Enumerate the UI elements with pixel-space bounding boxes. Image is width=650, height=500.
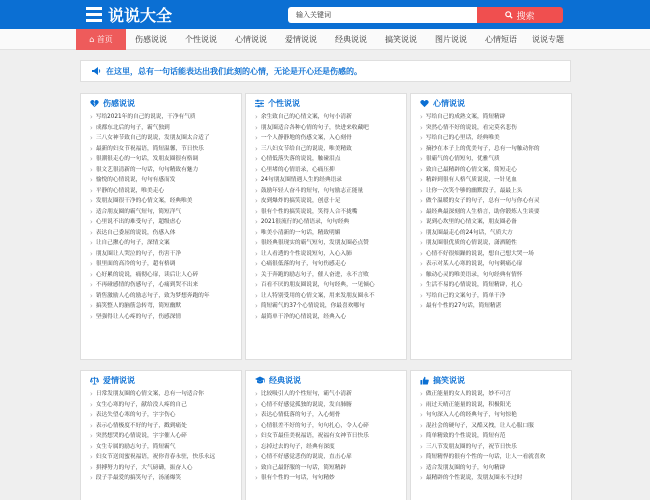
list-item[interactable]: › 一个人静静地的伤感文案，入心刻骨 <box>255 133 402 144</box>
list-item[interactable]: › 说到心坎里的心情文案，朋友圈必备 <box>420 217 567 228</box>
list-item[interactable]: › 朋友圈适合各种心情的句子，快进来收藏吧 <box>255 123 402 134</box>
list-item[interactable]: › 表达自己委屈的说说，伤感入体 <box>90 228 237 239</box>
list-item[interactable]: › 2021很流行的心情语录，句句经典 <box>255 217 402 228</box>
section-title[interactable] <box>246 371 406 389</box>
list-item[interactable]: › 最简单干净的心情说说，经典入心 <box>255 312 402 323</box>
home-icon: ⌂ <box>89 35 95 44</box>
section-classic <box>245 370 407 500</box>
list-item[interactable]: › 很有个性的一句话，句句精妙 <box>255 473 402 484</box>
list-item[interactable]: › 致自己最精辟的心情文案，简短走心 <box>420 165 567 176</box>
banner-text: 在这里，总有一句话能表达出我们此刻的心情，无论是开心还是伤感的。 <box>106 66 362 76</box>
list-item[interactable]: › 最新的妇女节祝福语，简短温馨，节日快乐 <box>90 144 237 155</box>
list-item[interactable]: › 心情低落失落的说说，触碰泪点 <box>255 154 402 165</box>
list-item[interactable]: › 不再碰感情的伤感句子，心痛到哭不出来 <box>90 280 237 291</box>
nav-phrase[interactable]: 心情短语 <box>485 35 517 44</box>
site-header <box>0 0 650 29</box>
list-item[interactable]: › 摘抄在本子上的优美句子，总有一句触动你的 <box>420 144 567 155</box>
list-item[interactable]: › 简单精致的个性说说，简短有范 <box>420 431 567 442</box>
list-item[interactable]: › 表达失望心寒的句子，字字伤心 <box>90 410 237 421</box>
graduation-cap-icon <box>255 376 265 385</box>
list-item[interactable]: › 最经典最深刻的人生格言，助你锻炼人生谈要 <box>420 207 567 218</box>
search-bar <box>288 7 563 23</box>
section-title[interactable] <box>411 94 571 112</box>
list-item[interactable]: › 销售激励人心的励志句子，致为梦想奔跑的年 <box>90 291 237 302</box>
megaphone-icon <box>91 66 101 76</box>
scales-icon <box>90 376 99 385</box>
list-item[interactable]: › 关于奔跑的励志句子，催人奋进，永不言败 <box>255 270 402 281</box>
sliders-icon <box>255 99 264 108</box>
list-item[interactable]: › 生活不易的心情说说，简短精辟，扎心 <box>420 280 567 291</box>
list-item[interactable]: › 最精辟的个性说说，发朋友圈永不过时 <box>420 473 567 484</box>
article-list <box>411 389 571 484</box>
list-item[interactable]: › 写给2021年的自己的说说，干净有气质 <box>90 112 237 123</box>
nav-classic[interactable]: 经典说说 <box>335 35 367 44</box>
section-title[interactable] <box>246 94 406 112</box>
section-title-label: 爱情说说 <box>103 375 135 385</box>
list-item[interactable]: › 表示对某人心寒的说说，句句刺痛心扉 <box>420 259 567 270</box>
list-item[interactable]: › 心痛很低落的句子，句句伤感走心 <box>255 259 402 270</box>
article-list <box>246 112 406 322</box>
list-item[interactable]: › 成都东北后的句子，霸气独到 <box>90 123 237 134</box>
nav-home-label: 首页 <box>96 35 113 44</box>
list-item[interactable]: › 让人看透的个性说说短句，入心入肺 <box>255 249 402 260</box>
search-icon <box>505 11 513 19</box>
section-title-label: 心情说说 <box>433 98 465 108</box>
list-item[interactable]: › 日常发朋友圈的心情文案，总有一句适合你 <box>90 389 237 400</box>
list-item[interactable]: › 唯美小清新的一句话，精致明媚 <box>255 228 402 239</box>
list-item[interactable]: › 触动心灵的唯美语录，句句经典有情怀 <box>420 270 567 281</box>
list-item[interactable]: › 心里说不出的难受句子，超级虐心 <box>90 217 237 228</box>
nav-funny[interactable]: 搞笑说说 <box>385 35 417 44</box>
list-item[interactable]: › 心情不好感觉悲伤的说说，直击心扉 <box>255 452 402 463</box>
list-item[interactable]: › 心里堵的心情语录，心痛压抑 <box>255 165 402 176</box>
nav-personality[interactable]: 个性说说 <box>185 35 217 44</box>
list-item[interactable]: › 心情不好感觉孤独的说说，发自肺腑 <box>255 400 402 411</box>
search-button[interactable] <box>477 7 563 23</box>
list-item[interactable]: › 段子手最爱的搞笑句子，汤涌爆笑 <box>90 473 237 484</box>
list-item[interactable]: › 很潮很走心的一句话，发朋友圈很有格调 <box>90 154 237 165</box>
nav-topics[interactable]: 说说专题 <box>532 35 564 44</box>
list-item[interactable]: › 最有个性的27句话，简短精湛 <box>420 301 567 312</box>
list-item[interactable]: › 朋友圈最走心的24句话，气质大方 <box>420 228 567 239</box>
list-item[interactable]: › 心情不好很烦躁的说说，想自己想大哭一场 <box>420 249 567 260</box>
list-item[interactable]: › 坚强得让人心疼的句子，伤感深情 <box>90 312 237 323</box>
list-item[interactable]: › 很霸气的心情短句，优雅气质 <box>420 154 567 165</box>
list-item[interactable]: › 表达心情低落的句子，入心刻骨 <box>255 410 402 421</box>
heart-icon <box>420 99 429 108</box>
list-item[interactable]: › 愉悦的心情说说，句句有感而发 <box>90 175 237 186</box>
section-title[interactable] <box>81 371 241 389</box>
list-item[interactable]: › 让自己揪心的句子，深情文案 <box>90 238 237 249</box>
list-item[interactable]: › 做正能量的女人的说说，妙不可言 <box>420 389 567 400</box>
heart-broken-icon <box>90 99 99 108</box>
intro-banner <box>80 60 571 82</box>
list-item[interactable]: › 平静的心情说说，唯美走心 <box>90 186 237 197</box>
search-button-label: 搜索 <box>516 11 535 22</box>
list-item[interactable]: › 致自己最舒服的一句话，简短精辟 <box>255 463 402 474</box>
thumbs-up-icon <box>420 376 429 385</box>
list-item[interactable]: › 写给自己的成熟文案，简短精辟 <box>420 112 567 123</box>
list-item[interactable]: › 百看不厌的朋友圈说说，句句经典，一见倾心 <box>255 280 402 291</box>
list-item[interactable]: › 妇女节最佳美祝福语，祝福有女神节日快乐 <box>255 431 402 442</box>
list-item[interactable]: › 适合朋友圈的霸气短句，简短洋气 <box>90 207 237 218</box>
list-item[interactable]: › 简短精悍的很有个性的一句话，让人一看就喜欢 <box>420 452 567 463</box>
article-list <box>81 389 241 484</box>
section-personality <box>245 93 407 360</box>
list-item[interactable]: › 余生致自己的心情文案，句句小清新 <box>255 112 402 123</box>
section-title[interactable] <box>411 371 571 389</box>
list-item[interactable]: › 做个温暖的女子的句子，总有一句与你心有灵 <box>420 196 567 207</box>
nav-picture[interactable]: 图片说说 <box>435 35 467 44</box>
section-love <box>80 370 242 500</box>
list-item[interactable]: › 三八节发朋友圈的句子，祝节日快乐 <box>420 442 567 453</box>
list-item[interactable]: › 让人特别受用的心情文案，用来发朋友圈永不 <box>255 291 402 302</box>
list-item[interactable]: › 让你一次笑个够的幽默段子，最最上头 <box>420 186 567 197</box>
list-item[interactable]: › 简短霸气的37个心情说说，你最喜欢哪句 <box>255 301 402 312</box>
section-title[interactable] <box>81 94 241 112</box>
list-item[interactable]: › 心情很差不好的句子，句句扎心，令人心碎 <box>255 421 402 432</box>
list-item[interactable]: › 24句朋友圈情遇人生的经典语录 <box>255 175 402 186</box>
list-item[interactable]: › 心好累的说说，痛彻心扉，读后让人心碎 <box>90 270 237 281</box>
list-item[interactable]: › 句句深入人心的经典句子，句句惊艳 <box>420 410 567 421</box>
main-nav <box>0 29 650 50</box>
list-item[interactable]: › 很里面的高冷的句子，超有格调 <box>90 259 237 270</box>
article-list <box>81 112 241 322</box>
list-item[interactable]: › 写给自己的文案句子，简单干净 <box>420 291 567 302</box>
list-item[interactable]: › 很文艺很清新的一句话，句句精致有魅力 <box>90 165 237 176</box>
site-name: 说说大全 <box>108 6 173 25</box>
list-item[interactable]: › 雨过天晴正能量的说说，积极阳光 <box>420 400 567 411</box>
list-item[interactable]: › 发朋友圈很干净的心情文案，经典唯美 <box>90 196 237 207</box>
section-sad <box>80 93 242 360</box>
section-title-label: 个性说说 <box>268 98 300 108</box>
list-item[interactable]: › 鼓励年轻人奋斗的短句，句句励志正能量 <box>255 186 402 197</box>
section-funny <box>410 370 572 500</box>
section-title-label: 伤感说说 <box>103 98 135 108</box>
section-title-label: 搞笑说说 <box>433 375 465 385</box>
list-item[interactable]: › 皮到爆炸的搞笑说说，创意十足 <box>255 196 402 207</box>
list-item[interactable]: › 忘掉过去的句子，经典有深度 <box>255 442 402 453</box>
list-item[interactable]: › 拼搏努力的句子，大气磅礴，振奋人心 <box>90 463 237 474</box>
list-item[interactable]: › 三八女神节致自己的说说，发朋友圈太合适了 <box>90 133 237 144</box>
list-item[interactable]: › 比较吸引人的个性短句，霸气小清新 <box>255 389 402 400</box>
list-item[interactable]: › 适合发朋友圈的句子，句句精辟 <box>420 463 567 474</box>
section-title-label: 经典说说 <box>269 375 301 385</box>
list-item[interactable]: › 三八妇女节给自己的说说，唯美精致 <box>255 144 402 155</box>
list-item[interactable]: › 朋友圈很优质的心情说说，潇洒随性 <box>420 238 567 249</box>
list-item[interactable]: › 突然心情不好的说说，看完莫名悲伤 <box>420 123 567 134</box>
article-list <box>411 112 571 312</box>
site-logo[interactable] <box>86 4 172 25</box>
nav-mood[interactable]: 心情说说 <box>235 35 267 44</box>
list-item[interactable]: › 朋友圈让人哭泣的句子，伤害干净 <box>90 249 237 260</box>
list-item[interactable]: › 女生专属的励志句子，简短霸气 <box>90 442 237 453</box>
search-input[interactable] <box>288 7 477 23</box>
list-item[interactable]: › 妇女节送闺蜜祝福语，祝你青春永驻，快乐永远 <box>90 452 237 463</box>
list-item[interactable]: › 搞笑整人的脑筋急转弯，简短幽默 <box>90 301 237 312</box>
list-item[interactable]: › 写给自己的心里话，经典唯美 <box>420 133 567 144</box>
nav-home[interactable] <box>76 29 126 50</box>
list-item[interactable]: › 很有个性的搞笑说说，笑得人合不拢嘴 <box>255 207 402 218</box>
list-item[interactable]: › 很经典很现实的霸气短句，发朋友圈必点赞 <box>255 238 402 249</box>
list-item[interactable]: › 突然想哭的心情说说，字字催人心碎 <box>90 431 237 442</box>
section-mood <box>410 93 572 360</box>
list-item[interactable]: › 精辟到很有人格气质说说，一针见血 <box>420 175 567 186</box>
article-list <box>246 389 406 484</box>
logo-icon <box>86 7 102 22</box>
nav-sad[interactable]: 伤感说说 <box>135 35 167 44</box>
list-item[interactable]: › 表示心情极度不好的句子，戳到痛处 <box>90 421 237 432</box>
nav-love[interactable]: 爱情说说 <box>285 35 317 44</box>
list-item[interactable]: › 女生心寒的句子，献给没人疼的自己 <box>90 400 237 411</box>
list-item[interactable]: › 混社会的硬句子，又酷又拽，让人心服口服 <box>420 421 567 432</box>
